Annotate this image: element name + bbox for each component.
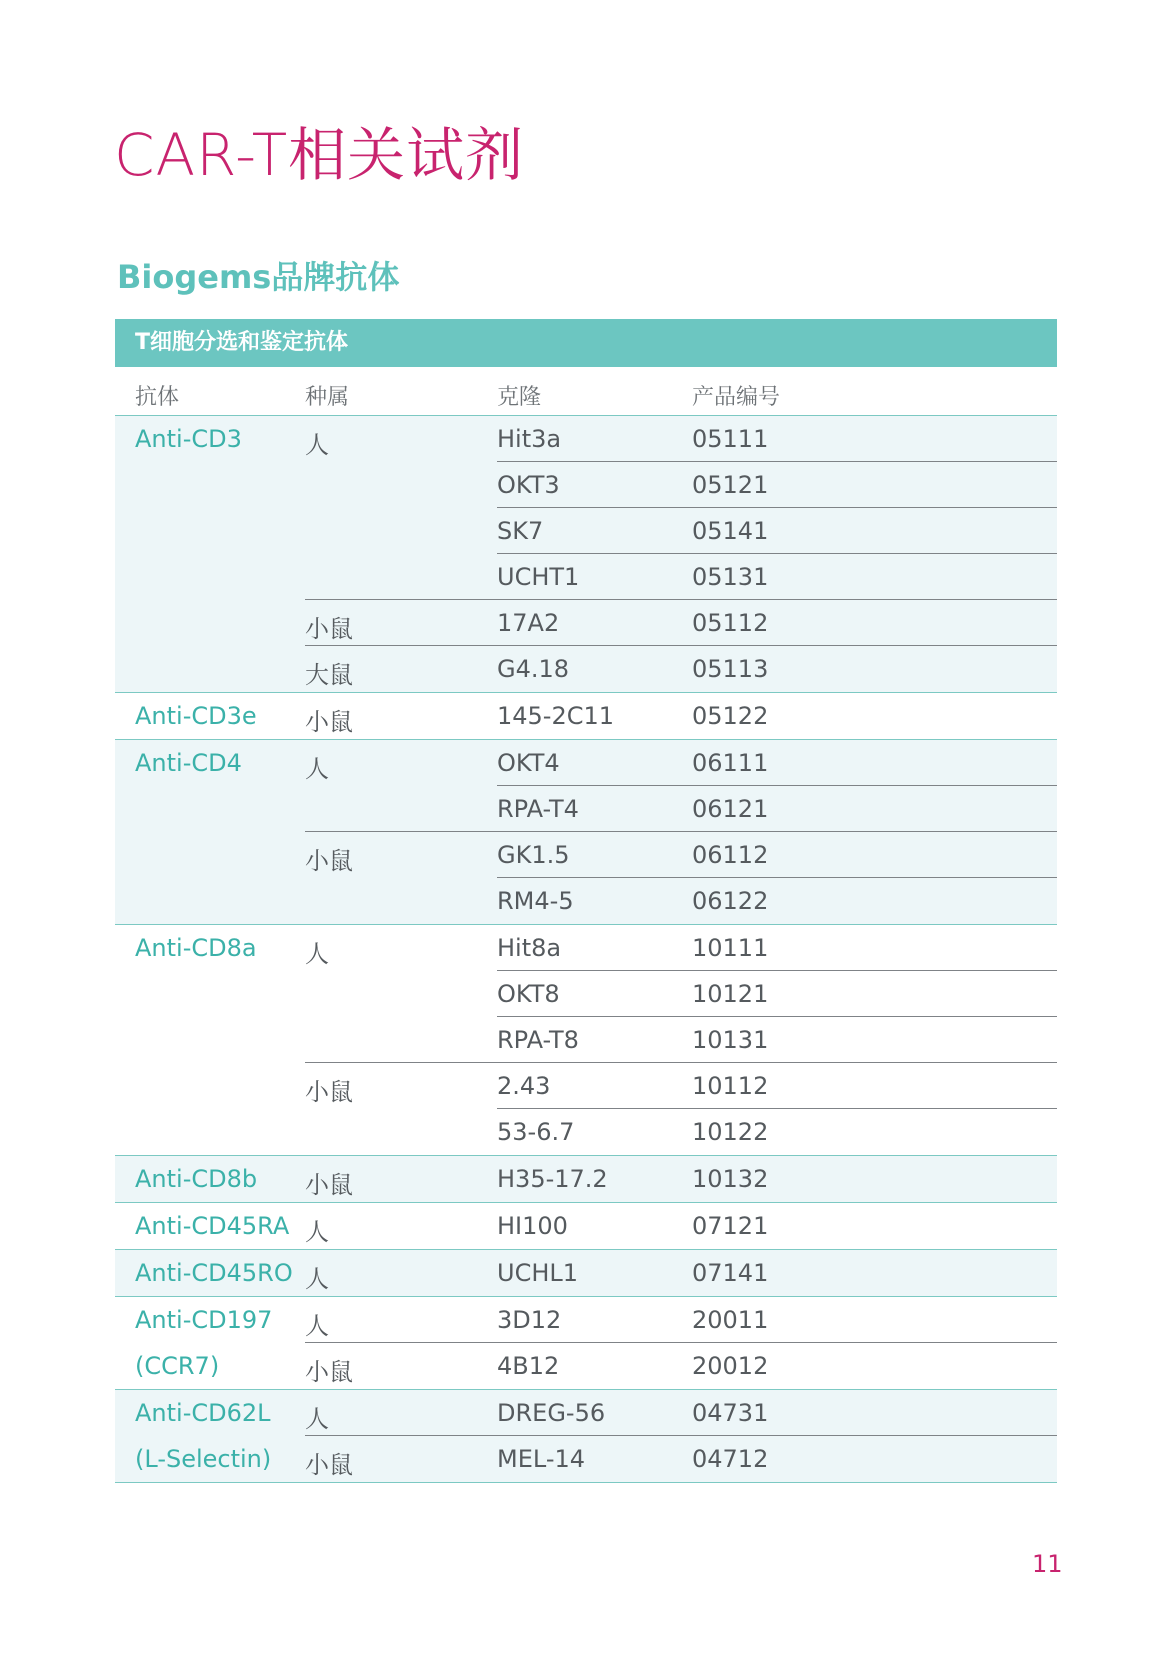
product-code-cell: 05141 <box>692 517 769 545</box>
table-row <box>115 1297 1057 1343</box>
antibody-group <box>115 1250 1057 1297</box>
product-code-cell: 10131 <box>692 1026 769 1054</box>
product-code-cell: 06111 <box>692 749 769 777</box>
clone-cell: 53-6.7 <box>497 1118 575 1146</box>
table-row <box>115 462 1057 508</box>
table-row <box>115 1250 1057 1296</box>
clone-cell: Hit3a <box>497 425 562 453</box>
column-header-clone: 克隆 <box>497 385 542 410</box>
antibody-name: Anti-CD3 <box>135 425 242 453</box>
clone-cell: RM4-5 <box>497 887 574 915</box>
table-row <box>115 971 1057 1017</box>
clone-cell: OKT3 <box>497 471 560 499</box>
product-code-cell: 05111 <box>692 425 769 453</box>
antibody-group <box>115 925 1057 1156</box>
clone-cell: 4B12 <box>497 1352 560 1380</box>
product-code-cell: 04712 <box>692 1445 769 1473</box>
antibody-group <box>115 1203 1057 1250</box>
antibody-name: Anti-CD8b <box>135 1165 258 1193</box>
antibody-group <box>115 740 1057 925</box>
table-row <box>115 832 1057 878</box>
species-cell: 人 <box>305 1265 329 1293</box>
species-cell: 大鼠 <box>305 661 353 689</box>
product-code-cell: 07141 <box>692 1259 769 1287</box>
product-code-cell: 06122 <box>692 887 769 915</box>
antibody-name: Anti-CD3e <box>135 702 257 730</box>
antibody-group <box>115 416 1057 693</box>
clone-cell: OKT8 <box>497 980 560 1008</box>
clone-cell: RPA-T4 <box>497 795 579 823</box>
species-cell: 人 <box>305 940 329 968</box>
antibody-group <box>115 1390 1057 1483</box>
product-code-cell: 10121 <box>692 980 769 1008</box>
product-code-cell: 10111 <box>692 934 769 962</box>
table-row <box>115 786 1057 832</box>
table-row <box>115 416 1057 462</box>
table-title: T细胞分选和鉴定抗体 <box>115 319 1057 367</box>
product-code-cell: 05121 <box>692 471 769 499</box>
clone-cell: G4.18 <box>497 655 570 683</box>
antibody-group <box>115 1156 1057 1203</box>
table-row <box>115 693 1057 739</box>
column-header-species: 种属 <box>305 385 350 410</box>
species-cell: 小鼠 <box>305 708 353 736</box>
clone-cell: H35-17.2 <box>497 1165 608 1193</box>
product-code-cell: 20012 <box>692 1352 769 1380</box>
antibody-name: Anti-CD4 <box>135 749 242 777</box>
clone-cell: UCHT1 <box>497 563 580 591</box>
product-code-cell: 10122 <box>692 1118 769 1146</box>
clone-cell: UCHL1 <box>497 1259 579 1287</box>
table-row <box>115 740 1057 786</box>
table-row <box>115 600 1057 646</box>
antibody-name: Anti-CD8a <box>135 934 257 962</box>
species-cell: 小鼠 <box>305 1451 353 1479</box>
table-row <box>115 1343 1057 1389</box>
clone-cell: 17A2 <box>497 609 560 637</box>
product-code-cell: 20011 <box>692 1306 769 1334</box>
clone-cell: RPA-T8 <box>497 1026 579 1054</box>
species-cell: 小鼠 <box>305 1358 353 1386</box>
table-row <box>115 1390 1057 1436</box>
table-row <box>115 1156 1057 1202</box>
product-code-cell: 05113 <box>692 655 769 683</box>
antibody-name: Anti-CD197 <box>135 1306 273 1334</box>
clone-cell: 3D12 <box>497 1306 562 1334</box>
species-cell: 小鼠 <box>305 1078 353 1106</box>
table-row <box>115 1109 1057 1155</box>
antibody-group <box>115 693 1057 740</box>
section-title: Biogems品牌抗体 <box>117 258 400 296</box>
species-cell: 人 <box>305 1405 329 1433</box>
antibody-group <box>115 1297 1057 1390</box>
product-code-cell: 07121 <box>692 1212 769 1240</box>
table-row <box>115 1436 1057 1482</box>
species-cell: 小鼠 <box>305 1171 353 1199</box>
table-row <box>115 1203 1057 1249</box>
table-row <box>115 925 1057 971</box>
antibody-name: Anti-CD45RO <box>135 1259 293 1287</box>
species-cell: 人 <box>305 431 329 459</box>
product-code-cell: 04731 <box>692 1399 769 1427</box>
clone-cell: SK7 <box>497 517 544 545</box>
product-code-cell: 10112 <box>692 1072 769 1100</box>
species-cell: 人 <box>305 1218 329 1246</box>
clone-cell: DREG-56 <box>497 1399 606 1427</box>
column-headers <box>115 367 1057 416</box>
product-code-cell: 05122 <box>692 702 769 730</box>
clone-cell: MEL-14 <box>497 1445 586 1473</box>
product-code-cell: 06121 <box>692 795 769 823</box>
antibody-table <box>115 319 1057 1483</box>
clone-cell: OKT4 <box>497 749 560 777</box>
antibody-name: Anti-CD45RA <box>135 1212 290 1240</box>
column-header-antibody: 抗体 <box>135 385 180 410</box>
clone-cell: 2.43 <box>497 1072 551 1100</box>
product-code-cell: 06112 <box>692 841 769 869</box>
clone-cell: Hit8a <box>497 934 562 962</box>
table-row <box>115 1017 1057 1063</box>
column-header-product-code: 产品编号 <box>692 385 781 410</box>
antibody-name: Anti-CD62L <box>135 1399 271 1427</box>
product-code-cell: 05131 <box>692 563 769 591</box>
species-cell: 小鼠 <box>305 847 353 875</box>
table-row <box>115 878 1057 924</box>
product-code-cell: 05112 <box>692 609 769 637</box>
table-body <box>115 416 1057 1483</box>
table-row <box>115 1063 1057 1109</box>
clone-cell: 145-2C11 <box>497 702 615 730</box>
species-cell: 小鼠 <box>305 615 353 643</box>
antibody-alias: (L-Selectin) <box>135 1445 272 1473</box>
table-row <box>115 646 1057 692</box>
page-number: 11 <box>1032 1550 1063 1578</box>
species-cell: 人 <box>305 1312 329 1340</box>
clone-cell: GK1.5 <box>497 841 570 869</box>
table-row <box>115 508 1057 554</box>
species-cell: 人 <box>305 755 329 783</box>
product-code-cell: 10132 <box>692 1165 769 1193</box>
clone-cell: HI100 <box>497 1212 568 1240</box>
page-title: CAR-T相关试剂 <box>114 121 525 189</box>
antibody-alias: (CCR7) <box>135 1352 220 1380</box>
table-row <box>115 554 1057 600</box>
